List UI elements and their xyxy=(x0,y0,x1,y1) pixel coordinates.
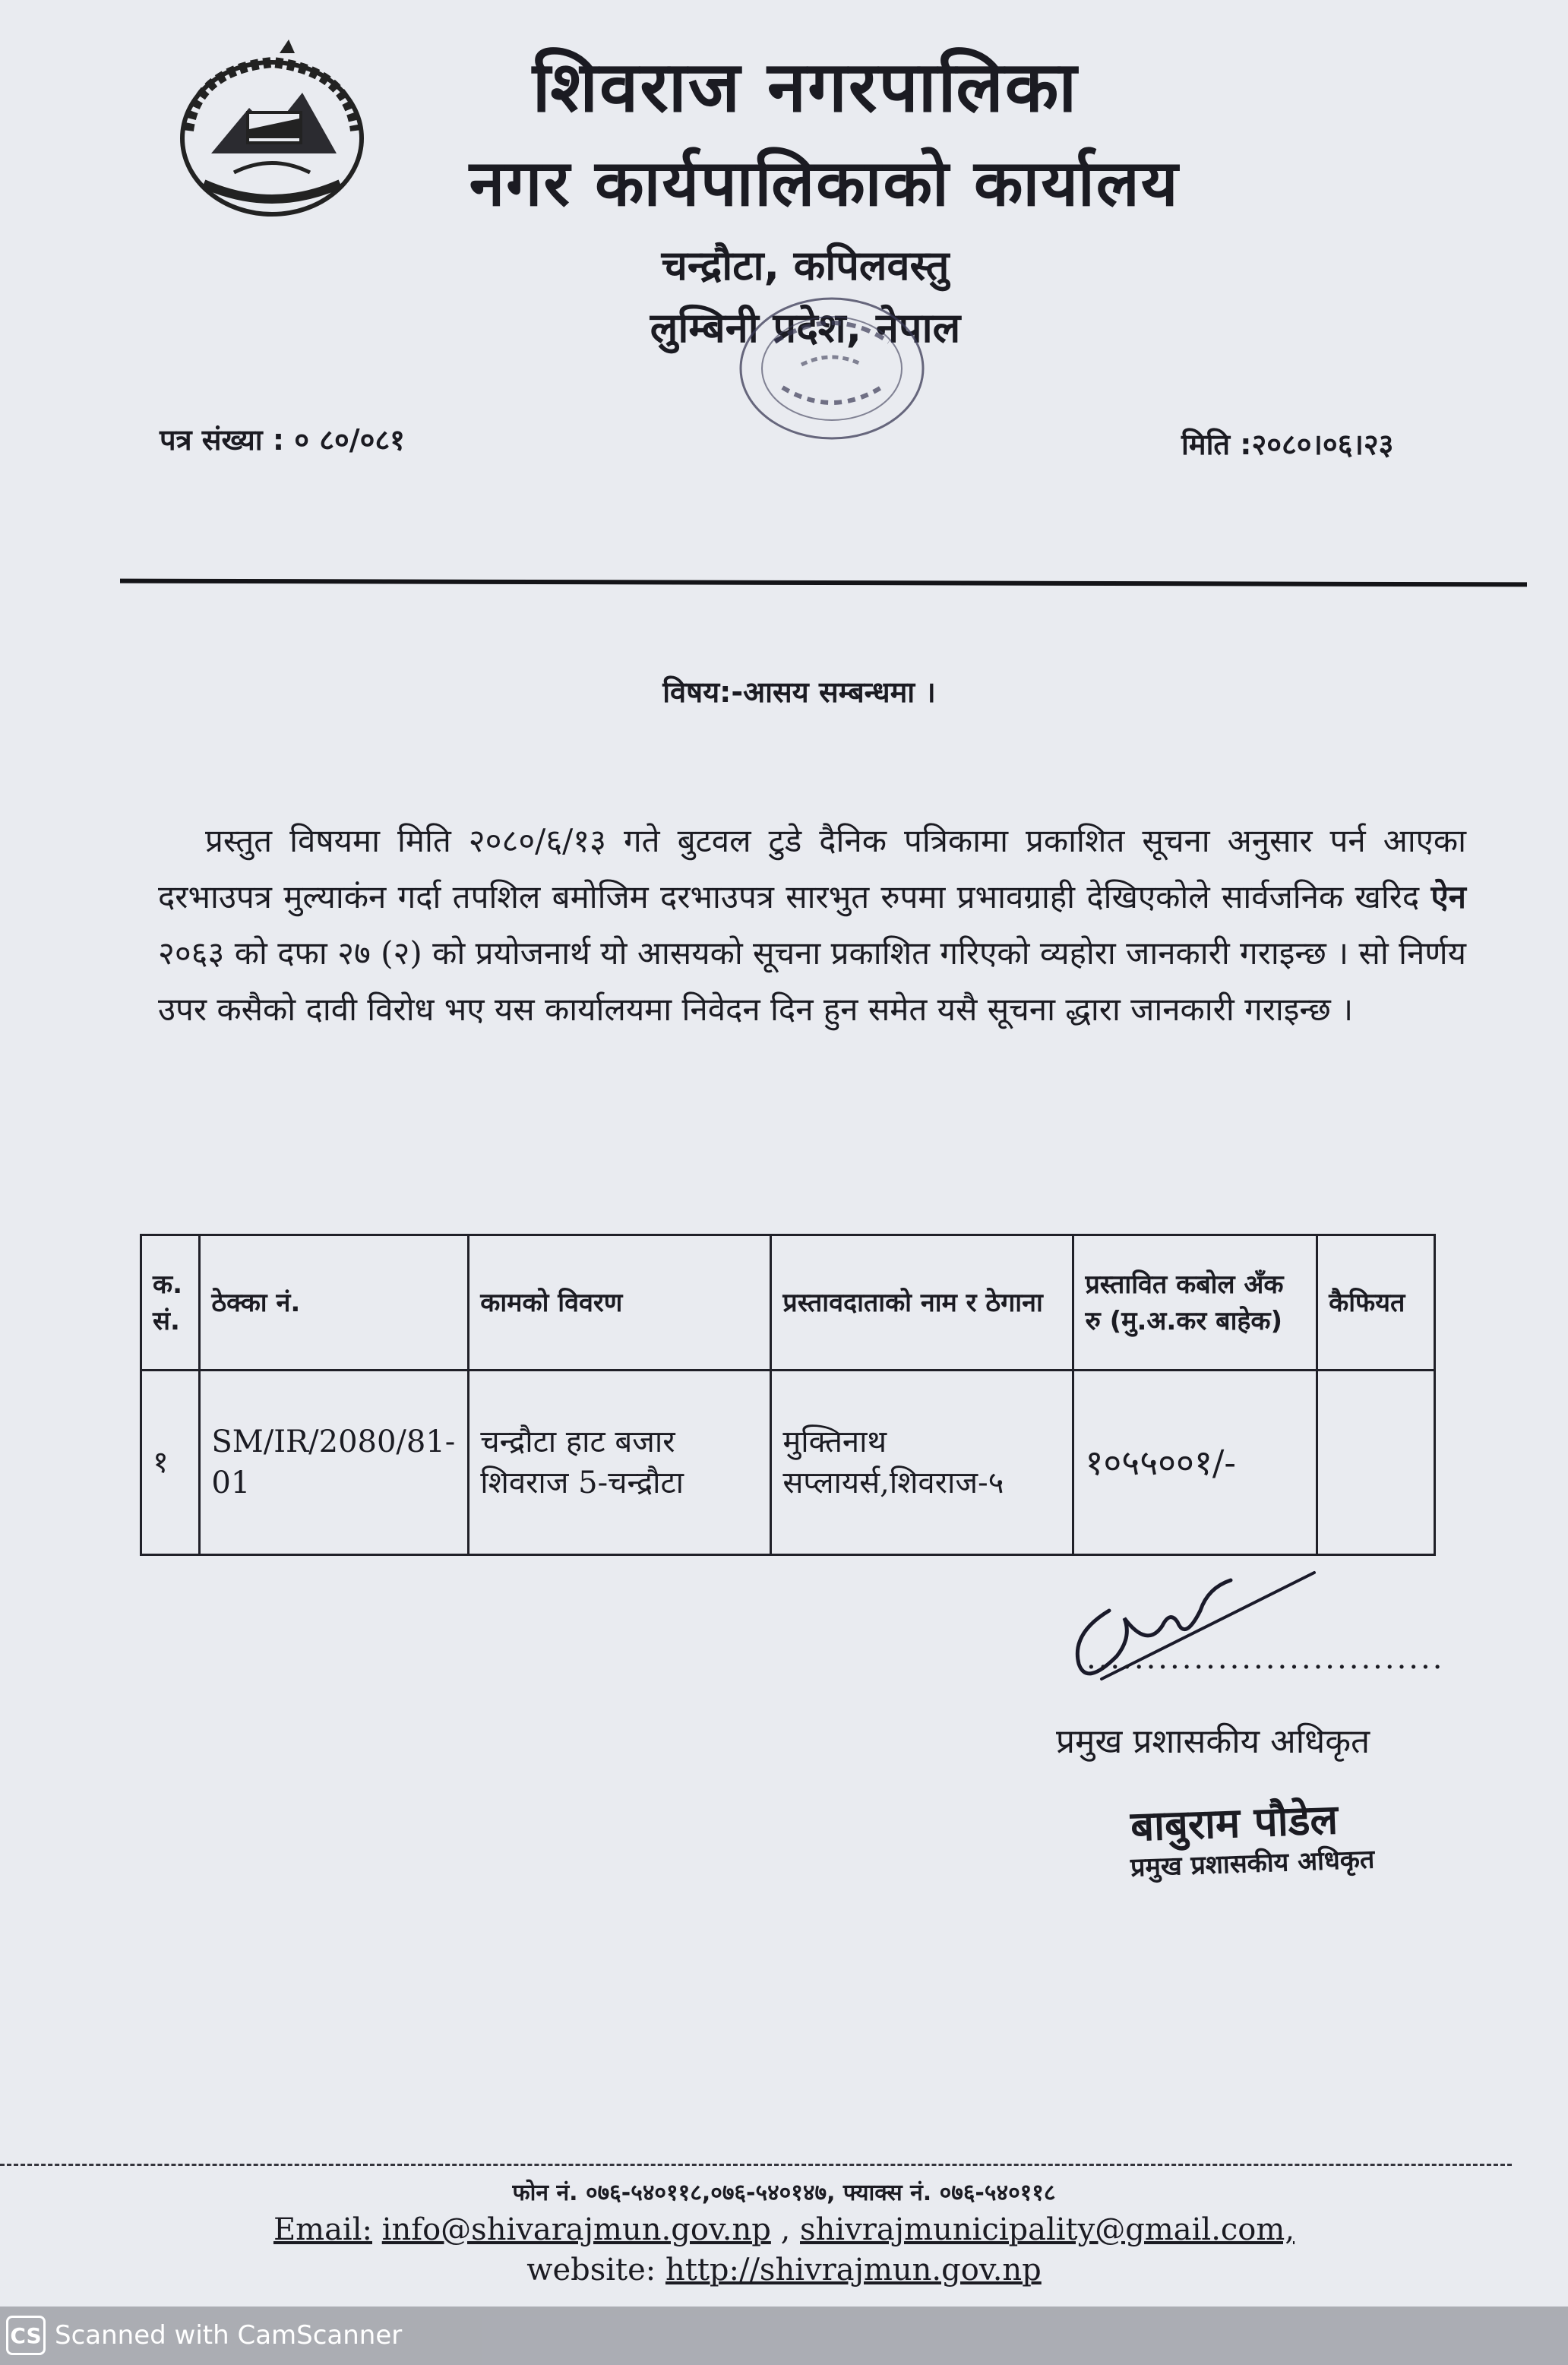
table-row xyxy=(141,1371,1435,1555)
email-link-1[interactable]: info@shivarajmun.gov.np xyxy=(381,2212,771,2247)
bid-table xyxy=(140,1234,1436,1556)
address-line-2: लुम्बिनी प्रदेश, नेपाल xyxy=(650,304,961,352)
email-link-2[interactable]: shivrajmunicipality@gmail.com, xyxy=(800,2212,1295,2247)
footer-phone: फोन नं. ०७६-५४०११८,०७६-५४०१४७, फ्याक्स नं. ०७६-५४०११८ xyxy=(512,2180,1056,2206)
signatory-name-stamp: बाबुराम पौडेल xyxy=(1130,1795,1339,1851)
cell-work: चन्द्रौटा हाट बजार शिवराज 5-चन्द्रौटा xyxy=(469,1371,771,1555)
website-label: website: xyxy=(526,2253,656,2288)
footer-website xyxy=(0,2253,1568,2288)
reference-number: पत्र संख्या : ० ८०/०८१ xyxy=(160,423,405,457)
header-work: कामको विवरण xyxy=(469,1235,771,1371)
cell-amount: १०५५००१/- xyxy=(1073,1371,1317,1555)
header-serial: क. सं. xyxy=(141,1235,200,1371)
email-separator: , xyxy=(770,2212,801,2247)
office-title: नगर कार्यपालिकाको कार्यालय xyxy=(469,146,1180,220)
cell-remarks xyxy=(1317,1371,1435,1555)
subject-line: विषय:-आसय सम्बन्धमा । xyxy=(662,675,936,709)
camscanner-watermark xyxy=(6,2314,402,2357)
office-stamp-icon xyxy=(729,289,934,448)
signatory-title: प्रमुख प्रशासकीय अधिकृत xyxy=(1056,1722,1370,1761)
header-contract: ठेक्का नं. xyxy=(200,1235,469,1371)
cell-contract: SM/IR/2080/81-01 xyxy=(200,1371,469,1555)
cell-bidder: मुक्तिनाथ सप्लायर्स,शिवराज-५ xyxy=(771,1371,1073,1555)
header-remarks: कैफियत xyxy=(1317,1235,1435,1371)
email-label: Email: xyxy=(273,2212,372,2247)
header-divider xyxy=(120,579,1527,587)
camscanner-text: Scanned with CamScanner xyxy=(55,2320,403,2351)
letter-date: मिति :२०८०।०६।२३ xyxy=(1181,428,1394,461)
header-bidder: प्रस्तावदाताको नाम र ठेगाना xyxy=(771,1235,1073,1371)
website-link[interactable]: http://shivrajmun.gov.np xyxy=(665,2253,1042,2288)
footer-divider xyxy=(0,2164,1512,2166)
body-part-1: प्रस्तुत विषयमा मिति २०८०/६/१३ गते बुटवल टुडे दैनिक पत्रिकामा प्रकाशित सूचना अनुसार पर्न आएका दरभाउपत्र मुल्याकंन गर्दा तपशिल बमोजिम दरभाउपत्र सारभुत रुपमा प्रभावग्राही देखिएकोले सार्वजनिक खरिद xyxy=(158,822,1466,915)
body-part-2: २०६३ को दफा २७ (२) को प्रयोजनार्थ यो आसयको सूचना प्रकाशित गरिएको व्यहोरा जानकारी गराइन्छ । सो निर्णय उपर कसैको दावी विरोध भए यस कार्यालयमा निवेदन दिन हुन समेत यसै सूचना द्धारा जानकारी गराइन्छ । xyxy=(158,934,1466,1028)
nepal-emblem-icon xyxy=(166,40,378,222)
cell-serial: १ xyxy=(141,1371,200,1555)
notice-body xyxy=(158,813,1466,1038)
camscanner-logo-icon: CS xyxy=(6,2316,46,2355)
municipality-title: शिवराज नगरपालिका xyxy=(532,46,1079,128)
address-line-1: चन्द्रौटा, कपिलवस्तु xyxy=(661,242,950,289)
signatory-role-stamp: प्रमुख प्रशासकीय अधिकृत xyxy=(1130,1844,1375,1883)
header-amount: प्रस्तावित कबोल अँक रु (मु.अ.कर बाहेक) xyxy=(1073,1235,1317,1371)
signature-line: .............................. xyxy=(1086,1641,1445,1676)
body-bold-word: ऐन xyxy=(1430,878,1466,915)
table-header-row xyxy=(141,1235,1435,1371)
footer-email xyxy=(0,2212,1568,2247)
